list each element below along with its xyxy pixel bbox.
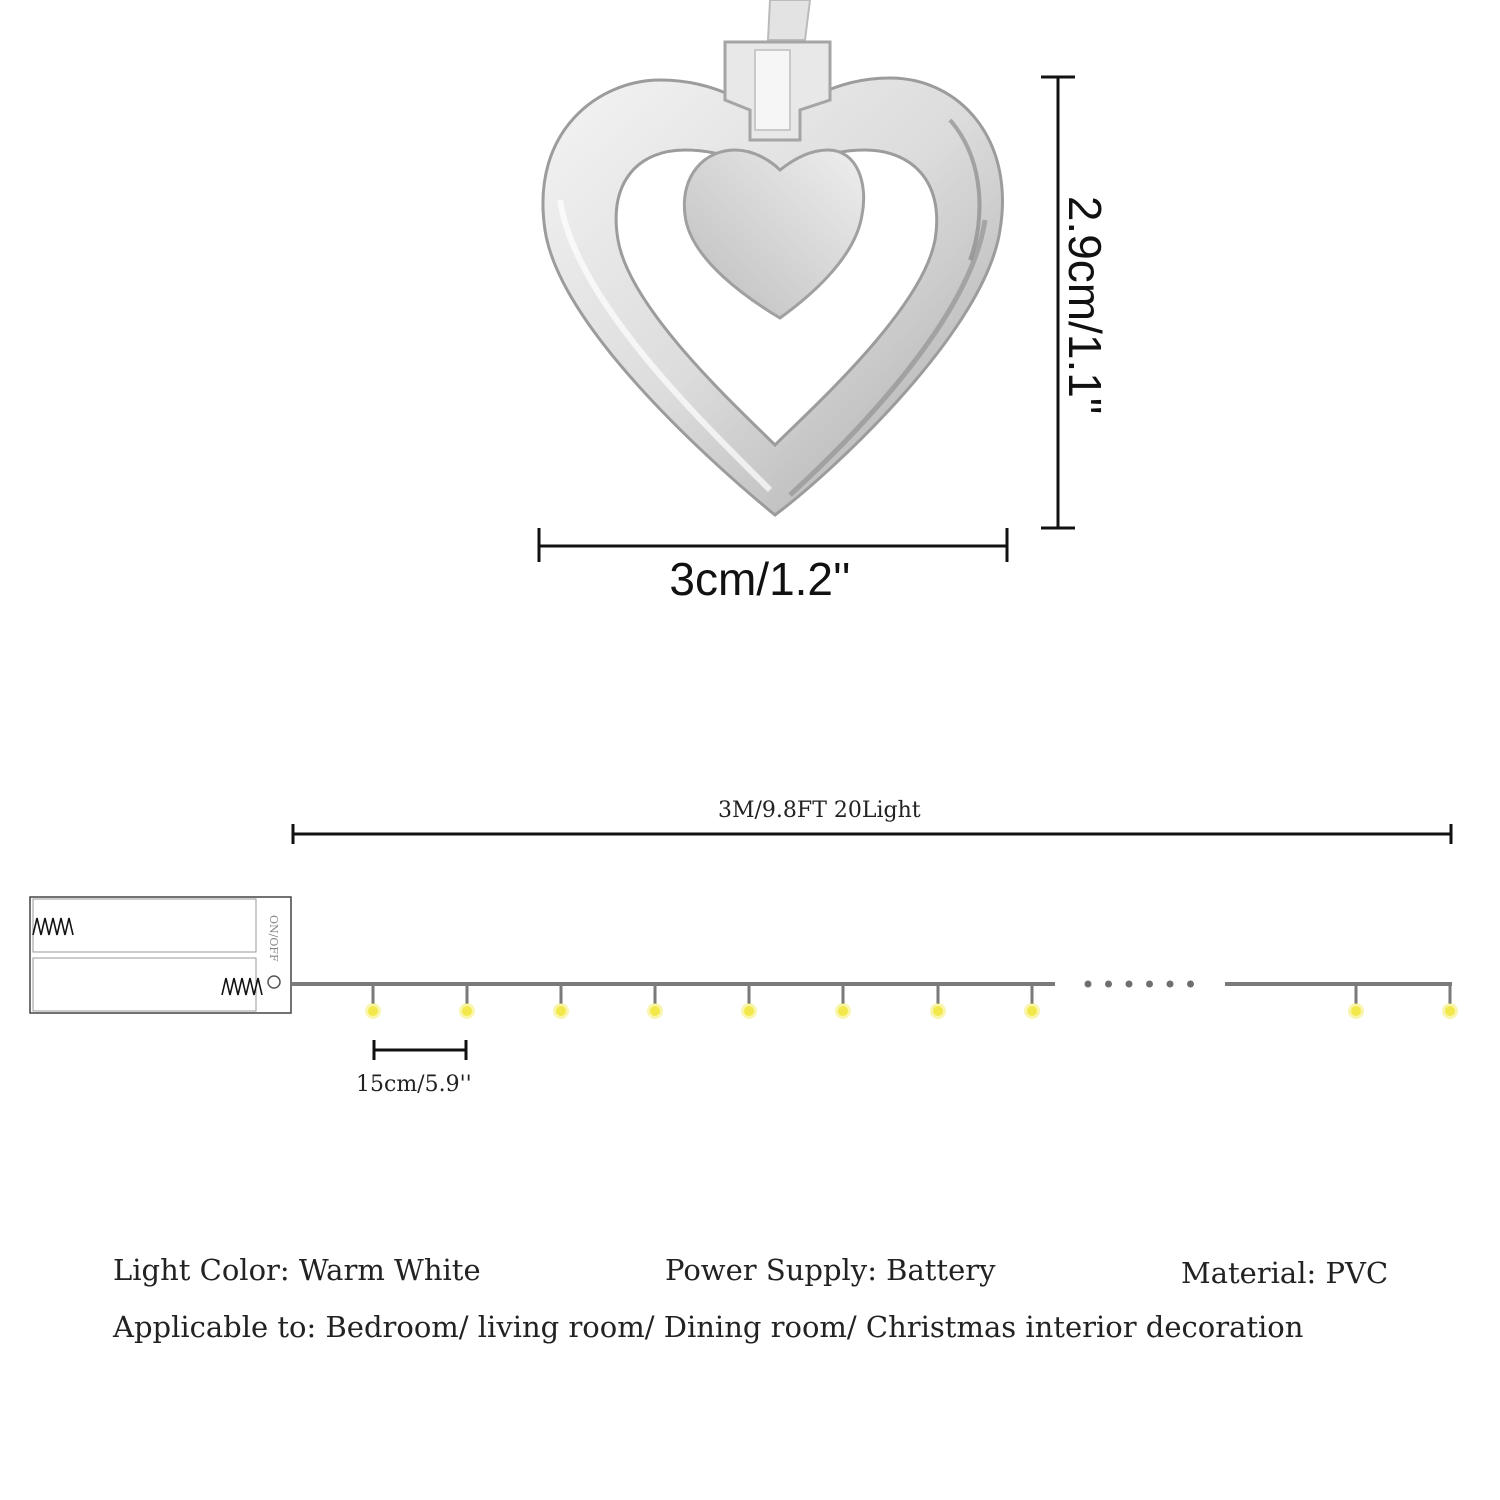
heart-width-label: 3cm/1.2'' [669,553,851,605]
ellipsis-dot [1126,981,1133,988]
switch-label: ON/OFF [267,915,280,962]
ellipsis-dot [1146,981,1153,988]
bulb [1024,984,1040,1019]
ellipsis-dot [1105,981,1112,988]
spec-applicable: Applicable to: Bedroom/ living room/ Dining room/ Christmas interior decoration [113,1310,1304,1344]
ellipsis-dot [1085,981,1092,988]
battery-box [30,897,291,1013]
string-light-diagram [0,820,1500,1080]
bulb [365,984,381,1019]
bulbs [365,984,1458,1019]
heart-height-label: 2.9cm/1.1" [1059,195,1111,415]
spec-power-supply: Power Supply: Battery [665,1253,996,1287]
bulb [459,984,475,1019]
bulb [647,984,663,1019]
ellipsis-dots [1085,981,1195,988]
spec-material: Material: PVC [1181,1256,1389,1290]
bulb [1348,984,1364,1019]
bulb [930,984,946,1019]
string-length-label: 3M/9.8FT 20Light [718,798,921,823]
bulb [1442,984,1458,1019]
ellipsis-dot [1167,981,1174,988]
bulb [835,984,851,1019]
bulb [553,984,569,1019]
bulb-spacing-label: 15cm/5.9'' [356,1072,472,1097]
switch-icon [268,976,280,988]
spec-light-color: Light Color: Warm White [113,1253,481,1287]
heart-dimension-lines [0,0,1500,620]
bulb [741,984,757,1019]
ellipsis-dot [1187,981,1194,988]
